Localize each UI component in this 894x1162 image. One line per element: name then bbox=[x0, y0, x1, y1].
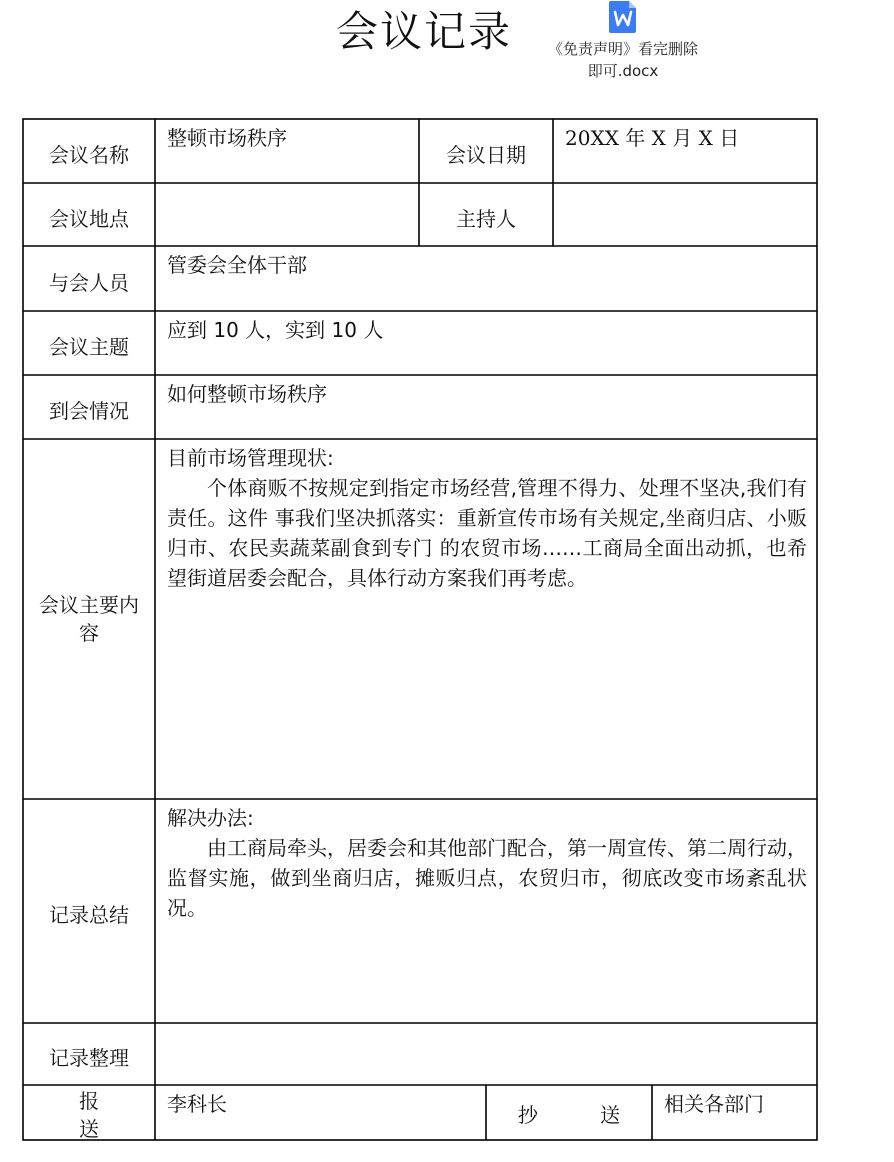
document-title: 会议记录 bbox=[336, 7, 513, 56]
host-label: 主持人 bbox=[456, 206, 516, 231]
meeting-date-value[interactable]: 20XX 年 X 月 X 日 bbox=[565, 126, 740, 150]
attendees-label: 与会人员 bbox=[49, 270, 129, 295]
copy-to-label: 抄 送 bbox=[517, 1102, 649, 1127]
summary-heading: 解决办法: bbox=[167, 806, 254, 830]
attendance-label: 到会情况 bbox=[49, 399, 129, 423]
meeting-place-value[interactable] bbox=[155, 183, 419, 246]
meeting-name-label: 会议名称 bbox=[49, 143, 129, 167]
summary-paragraph: 由工商局牵头，居委会和其他部门配合，第一周宣传、第二周行动，监督实施，做到坐商归店，摊贩归点，农贸归市，彻底改变市场紊乱状况。 bbox=[167, 836, 807, 920]
main-content-label: 会议主要内容 bbox=[39, 593, 139, 645]
attachment[interactable] bbox=[548, 0, 698, 82]
host-value[interactable] bbox=[553, 183, 817, 246]
main-content-value[interactable] bbox=[155, 439, 817, 799]
report-to-label: 报 送 bbox=[79, 1088, 127, 1141]
word-doc-icon bbox=[608, 0, 638, 34]
meeting-name-value[interactable]: 整顿市场秩序 bbox=[167, 126, 287, 150]
report-to-value[interactable]: 李科长 bbox=[167, 1092, 227, 1116]
summary-label: 记录总结 bbox=[49, 903, 129, 927]
summary-value[interactable] bbox=[155, 799, 817, 1023]
copy-to-value[interactable]: 相关各部门 bbox=[664, 1092, 764, 1116]
meeting-date-label: 会议日期 bbox=[446, 143, 526, 167]
main-content-paragraph: 个体商贩不按规定到指定市场经营,管理不得力、处理不坚决,我们有责任。这件 事我们坚决抓落实：重新宣传市场有关规定,坐商归店、小贩归市、农民卖蔬菜副食到专门 的农贸市场……工商局全面出动抓，也希望街道居委会配合，具体行动方案我们再考虑。 bbox=[167, 476, 807, 590]
meeting-place-label: 会议地点 bbox=[49, 206, 129, 231]
main-content-heading: 目前市场管理现状: bbox=[167, 446, 334, 470]
attendees-value[interactable]: 管委会全体干部 bbox=[167, 253, 307, 277]
recorder-value[interactable] bbox=[155, 1023, 817, 1085]
topic-value[interactable]: 应到 10 人，实到 10 人 bbox=[167, 318, 384, 342]
recorder-label: 记录整理 bbox=[49, 1046, 129, 1070]
topic-label: 会议主题 bbox=[49, 335, 129, 359]
attendance-value[interactable]: 如何整顿市场秩序 bbox=[167, 382, 327, 406]
attachment-filename[interactable]: 《免责声明》看完删除即可.docx bbox=[548, 40, 699, 80]
